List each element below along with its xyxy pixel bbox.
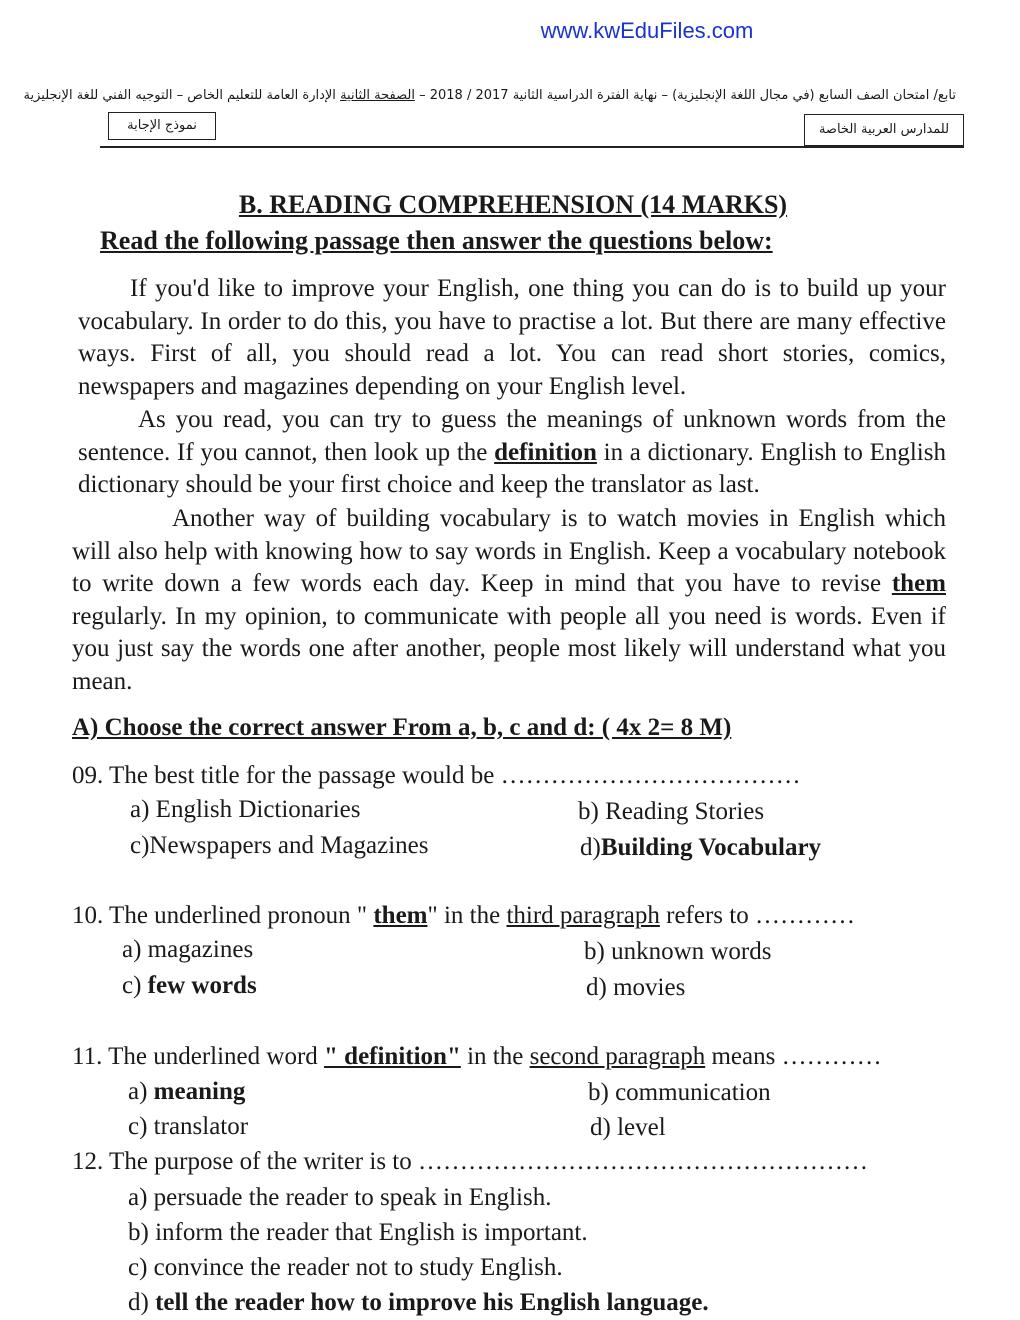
question-09-option-d (580, 834, 821, 862)
question-10-correct-answer: few words (147, 972, 257, 999)
question-10-option-a: a) magazines (122, 936, 254, 963)
question-11-option-c: c) translator (128, 1113, 249, 1140)
exam-header-info (24, 88, 956, 103)
question-11-stem (72, 1043, 882, 1071)
p2-underlined-word: definition (494, 438, 597, 466)
question-09-option-c: c)Newspapers and Magazines (130, 832, 429, 859)
q10-underlined-pronoun: them (373, 902, 428, 929)
q11-stem-a: 11. The underlined word (72, 1043, 325, 1070)
q11-paragraph-ref: second paragraph (529, 1043, 706, 1070)
header-divider (100, 146, 964, 148)
p3-text-a: Another way of building vocabulary is to watch movies in English which will also help with knowing how to say words in English. Keep a vocabulary notebook to write down a few words each day. Keep in mind that you have to revise (72, 505, 946, 597)
question-11-option-a (128, 1078, 245, 1106)
passage-paragraph-1: If you'd like to improve your English, one thing you can do is to build up your vocabulary. In order to do this, you have to practise a lot. But there are many effective ways. First of all, you should read a lot. You can read short stories, comics, newspapers and magazines depending on your English level. (78, 275, 946, 400)
p2-text-b: in a dictionary. English to English dictionary should be your first choice and keep the translator as last. (78, 438, 946, 498)
question-09-option-b: b) Reading Stories (578, 798, 765, 825)
question-11-option-b: b) communication (588, 1079, 771, 1106)
exam-header-text-a: تابع/ امتحان الصف السابع (في مجال اللغة الإنجليزية) – نهاية الفترة الدراسية الثانية 2017 / 2018 – (414, 88, 956, 103)
part-a-heading: A) Choose the correct answer From a, b, c and d: ( 4x 2= 8 M) (72, 714, 732, 741)
question-12-option-d-prefix: d) (128, 1289, 156, 1316)
passage-paragraph-2 (78, 404, 946, 502)
q11-stem-b: in the (460, 1043, 530, 1070)
q10-stem-b: " in the (427, 902, 507, 929)
instruction: Read the following passage then answer the questions below: (100, 226, 773, 255)
exam-header-text-b: الإدارة العامة للتعليم الخاص – التوجيه الفني للغة الإنجليزية (23, 88, 341, 103)
question-09-option-a: a) English Dictionaries (130, 796, 361, 823)
question-12-stem: 12. The purpose of the writer is to ……………………………………………… (72, 1148, 868, 1175)
question-12-option-c: c) convince the reader not to study English. (128, 1254, 563, 1281)
question-11-correct-answer: meaning (153, 1078, 246, 1105)
question-12-correct-answer: tell the reader how to improve his English language. (155, 1289, 709, 1316)
p3-underlined-word: them (891, 570, 946, 597)
question-12-option-a: a) persuade the reader to speak in English. (128, 1184, 552, 1211)
exam-header-page: الصفحة الثانية (340, 88, 415, 103)
q10-paragraph-ref: third paragraph (506, 902, 660, 929)
question-12-option-d (128, 1289, 709, 1317)
question-10-stem (72, 902, 855, 930)
q11-underlined-word: " definition" (324, 1043, 461, 1070)
answer-key-box: نموذج الإجابة (108, 112, 216, 140)
p2-text-a: As you read, you can try to guess the meanings of unknown words from the sentence. If you cannot, then look up the (78, 406, 946, 466)
passage-paragraph-3 (72, 503, 946, 698)
p3-text-b: regularly. In my opinion, to communicate with people all you need is words. Even if you just say the words one after another, people most likely will understand what you mean. (72, 602, 946, 695)
school-label-box: للمدارس العربية الخاصة (804, 114, 964, 146)
q10-stem-a: 10. The underlined pronoun " (72, 902, 374, 929)
question-09-stem: 09. The best title for the passage would be ……………………………… (72, 762, 801, 789)
q10-stem-c: refers to ………… (659, 902, 855, 929)
question-10-option-c (122, 972, 257, 1000)
question-11-option-a-prefix: a) (128, 1078, 154, 1105)
question-10-option-b: b) unknown words (584, 938, 772, 965)
q11-stem-c: means ………… (705, 1043, 882, 1070)
question-10-option-c-prefix: c) (122, 972, 148, 999)
site-url-link[interactable]: www.kwEduFiles.com (540, 18, 754, 43)
question-09-option-d-prefix: d) (580, 834, 601, 861)
question-12-option-b: b) inform the reader that English is important. (128, 1219, 588, 1246)
question-11-option-d: d) level (590, 1114, 666, 1141)
question-09-correct-answer: Building Vocabulary (600, 834, 822, 861)
question-10-option-d: d) movies (586, 974, 686, 1001)
section-title: B. READING COMPREHENSION (14 MARKS) (238, 190, 788, 219)
